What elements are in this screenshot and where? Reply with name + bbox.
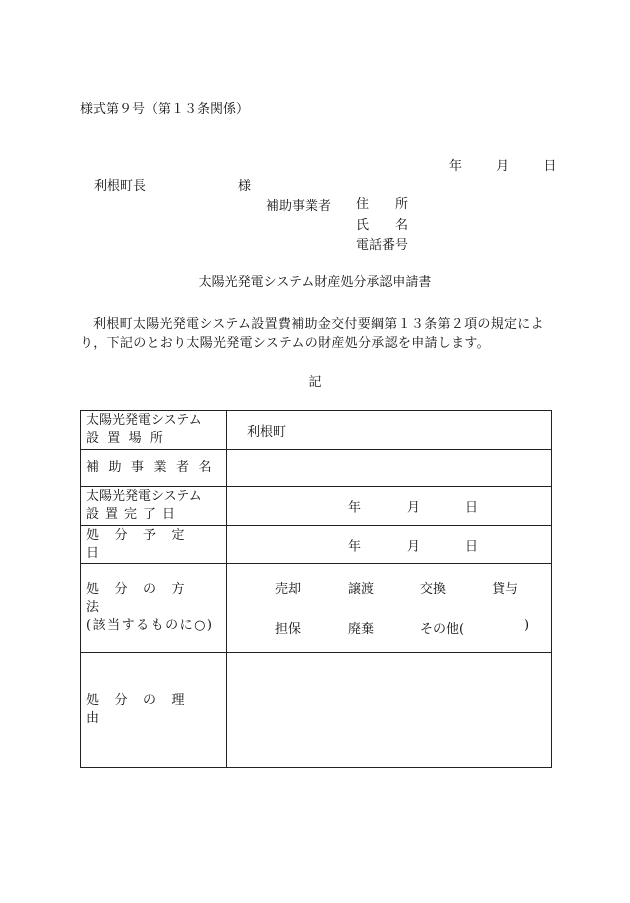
operator-name-label: 補助事業者名 xyxy=(81,450,227,487)
table-row xyxy=(81,526,552,564)
method-option-discard[interactable]: 廃棄 xyxy=(348,622,375,637)
ki-heading: 記 xyxy=(308,375,322,390)
disposal-reason-label: 処分の理由 xyxy=(81,653,227,768)
document-title: 太陽光発電システム財産処分承認申請書 xyxy=(198,275,432,290)
table-row xyxy=(81,411,552,450)
table-row xyxy=(81,487,552,526)
date-year-label: 年 xyxy=(449,159,463,174)
applicant-label: 補助事業者 xyxy=(266,199,332,214)
method-option-transfer[interactable]: 譲渡 xyxy=(348,582,375,597)
method-option-lend[interactable]: 貸与 xyxy=(492,582,519,597)
form-number: 様式第９号（第１３条関係） xyxy=(80,102,250,117)
method-option-exchange[interactable]: 交換 xyxy=(420,582,447,597)
body-text: 利根町太陽光発電システム設置費補助金交付要綱第１３条第２項の規定により，下記のとおり太陽光発電システムの財産処分承認を申請します。 xyxy=(80,317,544,351)
operator-name-value[interactable] xyxy=(227,450,552,487)
date-day-label: 日 xyxy=(543,159,557,174)
date-line xyxy=(449,155,556,174)
completion-date-label: 太陽光発電システム 設置完了日 xyxy=(81,487,227,526)
application-table xyxy=(80,410,552,768)
method-option-other-close: ) xyxy=(524,618,530,633)
completion-date-value[interactable]: 年 月 日 xyxy=(227,487,552,526)
disposal-date-label: 処分予定日 xyxy=(81,526,227,564)
field-phone: 電話番号 xyxy=(356,238,409,253)
method-option-collateral[interactable]: 担保 xyxy=(275,622,302,637)
table-row xyxy=(81,450,552,487)
applicant-fields xyxy=(356,195,408,257)
field-name: 氏 名 xyxy=(356,217,409,233)
disposal-reason-value[interactable] xyxy=(227,653,552,768)
addressee-honorific: 様 xyxy=(238,179,252,194)
disposal-method-options xyxy=(227,564,552,653)
install-location-label: 太陽光発電システム 設置場所 xyxy=(81,411,227,450)
date-month-label: 月 xyxy=(496,159,510,174)
disposal-date-value[interactable]: 年 月 日 xyxy=(227,526,552,564)
table-row xyxy=(81,564,552,653)
method-option-other[interactable]: その他( xyxy=(420,622,465,637)
addressee-name: 利根町長 xyxy=(94,179,147,194)
install-location-value[interactable]: 利根町 xyxy=(227,411,552,450)
method-option-sell[interactable]: 売却 xyxy=(275,582,302,597)
field-address: 住 所 xyxy=(356,197,409,212)
addressee xyxy=(94,175,252,194)
disposal-method-label: 処分の方法 (該当するものに○) xyxy=(81,564,227,653)
table-row xyxy=(81,653,552,768)
